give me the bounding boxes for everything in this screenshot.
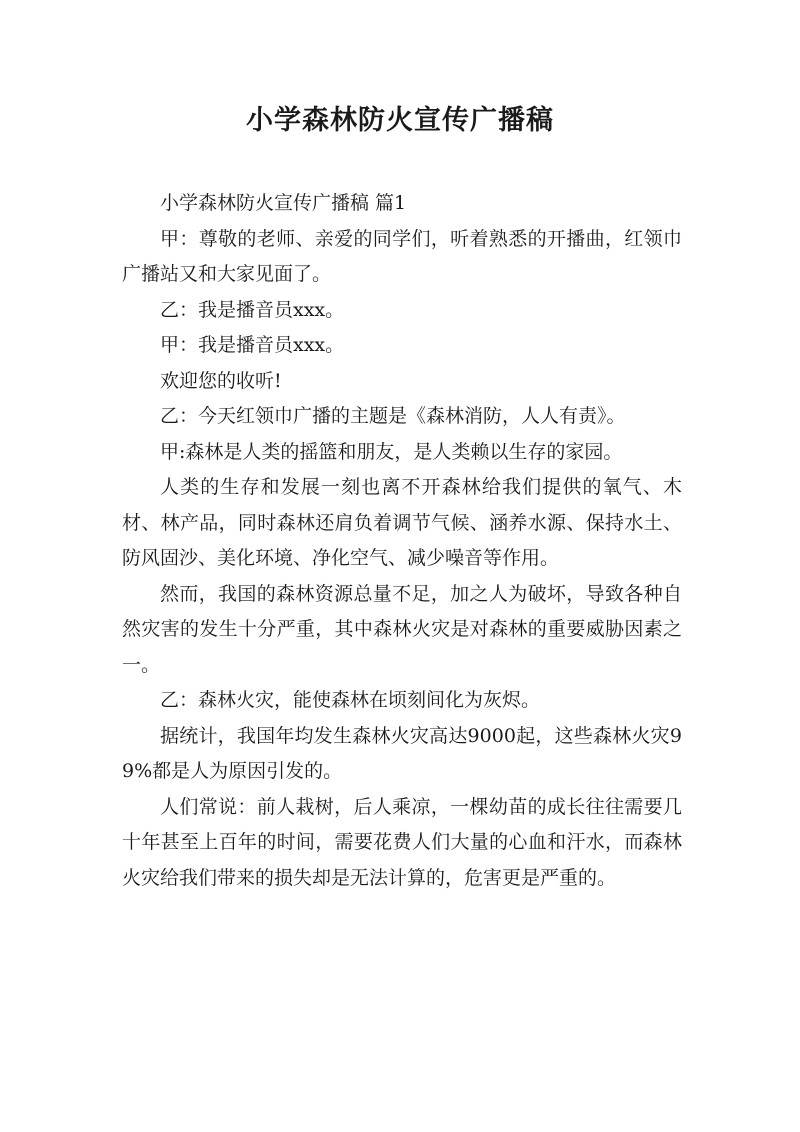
paragraph: 乙：今天红领巾广播的主题是《森林消防，人人有责》。 — [160, 405, 626, 427]
paragraph-heading: 小学森林防火宣传广播稿 篇1 — [160, 192, 407, 214]
paragraph: 人们常说：前人栽树，后人乘凉，一棵幼苗的成长往往需要几十年甚至上百年的时间，需要花费人们大量的心血和汗水，而森林火灾给我们带来的损失却是无法计算的，危害更是严重的。 — [122, 795, 682, 889]
document-body — [122, 186, 682, 896]
paragraph: 据统计，我国年均发生森林火灾高达9000起，这些森林火灾99%都是人为原因引发的。 — [122, 724, 682, 782]
paragraph: 乙：森林火灾，能使森林在顷刻间化为灰烬。 — [160, 689, 541, 711]
paragraph: 然而，我国的森林资源总量不足，加之人为破坏，导致各种自然灾害的发生十分严重，其中森林火灾是对森林的重要威胁因素之一。 — [122, 582, 682, 676]
paragraph: 欢迎您的收听! — [160, 369, 282, 392]
paragraph: 甲：我是播音员xxx。 — [160, 334, 345, 356]
paragraph: 乙：我是播音员xxx。 — [160, 298, 345, 321]
paragraph: 人类的生存和发展一刻也离不开森林给我们提供的氧气、木材、林产品，同时森林还肩负着调节气候、涵养水源、保持水土、防风固沙、美化环境、净化空气、减少噪音等作用。 — [122, 476, 682, 569]
paragraph: 甲:森林是人类的摇篮和朋友，是人类赖以生存的家园。 — [160, 440, 623, 463]
document-title: 小学森林防火宣传广播稿 — [246, 105, 554, 136]
paragraph: 甲：尊敬的老师、亲爱的同学们，听着熟悉的开播曲，红领巾广播站又和大家见面了。 — [122, 227, 682, 285]
